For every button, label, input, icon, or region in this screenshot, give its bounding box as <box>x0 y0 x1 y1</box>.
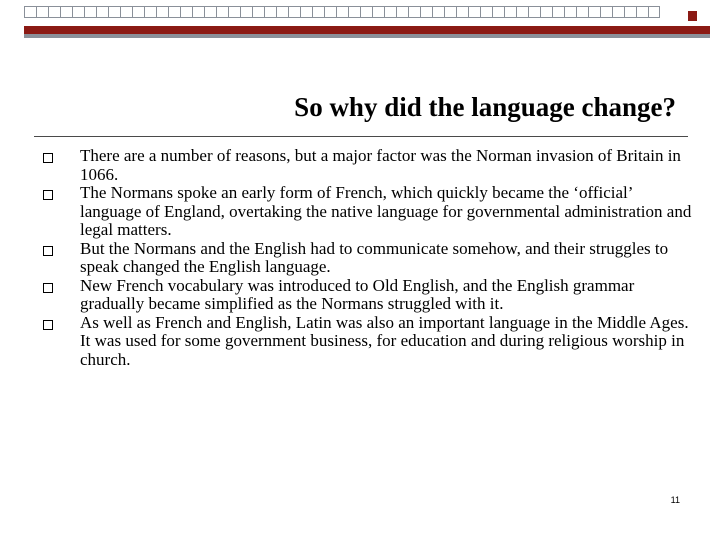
decorative-grid-cell <box>24 6 36 18</box>
decorative-grid-cell <box>168 6 180 18</box>
decorative-grid-cell <box>432 6 444 18</box>
decorative-grid-cell <box>408 6 420 18</box>
decorative-grid-cell <box>108 6 120 18</box>
decorative-grid-cell <box>588 6 600 18</box>
bullet-item <box>42 240 692 277</box>
decorative-grid-cell <box>336 6 348 18</box>
decorative-grid <box>24 6 660 18</box>
decorative-grid-cell <box>540 6 552 18</box>
decorative-grid-cell <box>420 6 432 18</box>
decorative-grid-cell <box>624 6 636 18</box>
decorative-grid-cell <box>156 6 168 18</box>
decorative-grid-cell <box>144 6 156 18</box>
decorative-grid-cell <box>396 6 408 18</box>
decorative-grid-cell <box>480 6 492 18</box>
decorative-grid-cell <box>264 6 276 18</box>
decorative-grid-cell <box>384 6 396 18</box>
bullet-text: The Normans spoke an early form of French, which quickly became the ‘official’ language of England, overtaking the native language for governmental administration and legal matters. <box>80 183 692 239</box>
decorative-grid-cell <box>228 6 240 18</box>
bullet-item <box>42 184 692 240</box>
decorative-grid-cell <box>216 6 228 18</box>
decorative-grid-cell <box>576 6 588 18</box>
decorative-grid-cell <box>60 6 72 18</box>
decorative-grid-cell <box>36 6 48 18</box>
decorative-grid-cell <box>240 6 252 18</box>
decorative-grid-cell <box>468 6 480 18</box>
decorative-grid-cell <box>504 6 516 18</box>
decorative-grid-cell <box>636 6 648 18</box>
hollow-square-icon <box>43 246 53 256</box>
hollow-square-icon <box>43 320 53 330</box>
bullet-text: There are a number of reasons, but a major factor was the Norman invasion of Britain in 1066. <box>80 146 681 184</box>
decorative-grid-cell <box>288 6 300 18</box>
decorative-grid-cell <box>192 6 204 18</box>
decorative-grid-cell <box>300 6 312 18</box>
decorative-grid-cell <box>456 6 468 18</box>
decorative-grid-cell <box>492 6 504 18</box>
hollow-square-icon <box>43 153 53 163</box>
decorative-grid-cell <box>324 6 336 18</box>
bullet-text: But the Normans and the English had to communicate somehow, and their struggles to speak changed the English language. <box>80 238 669 276</box>
decorative-grid-cell <box>612 6 624 18</box>
decorative-grid-cell <box>180 6 192 18</box>
decorative-red-square <box>688 11 697 21</box>
bullet-item <box>42 277 692 314</box>
hollow-square-icon <box>43 283 53 293</box>
hollow-square-icon <box>43 190 53 200</box>
bullet-item <box>42 147 692 184</box>
bullet-text: New French vocabulary was introduced to Old English, and the English grammar gradually became simplified as the Normans struggled with it. <box>80 275 635 313</box>
decorative-grey-bar <box>24 34 710 38</box>
decorative-grid-cell <box>204 6 216 18</box>
bullet-list <box>42 147 692 369</box>
decorative-grid-cell <box>48 6 60 18</box>
decorative-grid-cell <box>516 6 528 18</box>
decorative-grid-cell <box>552 6 564 18</box>
decorative-grid-cell <box>84 6 96 18</box>
decorative-grid-cell <box>132 6 144 18</box>
decorative-grid-cell <box>252 6 264 18</box>
decorative-grid-cell <box>276 6 288 18</box>
title-divider <box>34 136 688 137</box>
decorative-grid-cell <box>528 6 540 18</box>
decorative-grid-cell <box>564 6 576 18</box>
decorative-grid-cell <box>360 6 372 18</box>
decorative-grid-cell <box>72 6 84 18</box>
decorative-grid-cell <box>372 6 384 18</box>
decorative-grid-cell <box>348 6 360 18</box>
decorative-grid-cell <box>312 6 324 18</box>
decorative-grid-cell <box>444 6 456 18</box>
bullet-text: As well as French and English, Latin was also an important language in the Middle Ages. It was used for some government business, for education and during religious worship in church. <box>80 312 689 369</box>
decorative-grid-cell <box>648 6 660 18</box>
decorative-grid-cell <box>120 6 132 18</box>
decorative-red-bar <box>24 26 710 34</box>
decorative-grid-cell <box>96 6 108 18</box>
decorative-grid-cell <box>600 6 612 18</box>
bullet-item <box>42 314 692 370</box>
slide-title: So why did the language change? <box>294 92 676 122</box>
page-number: 11 <box>670 495 680 505</box>
